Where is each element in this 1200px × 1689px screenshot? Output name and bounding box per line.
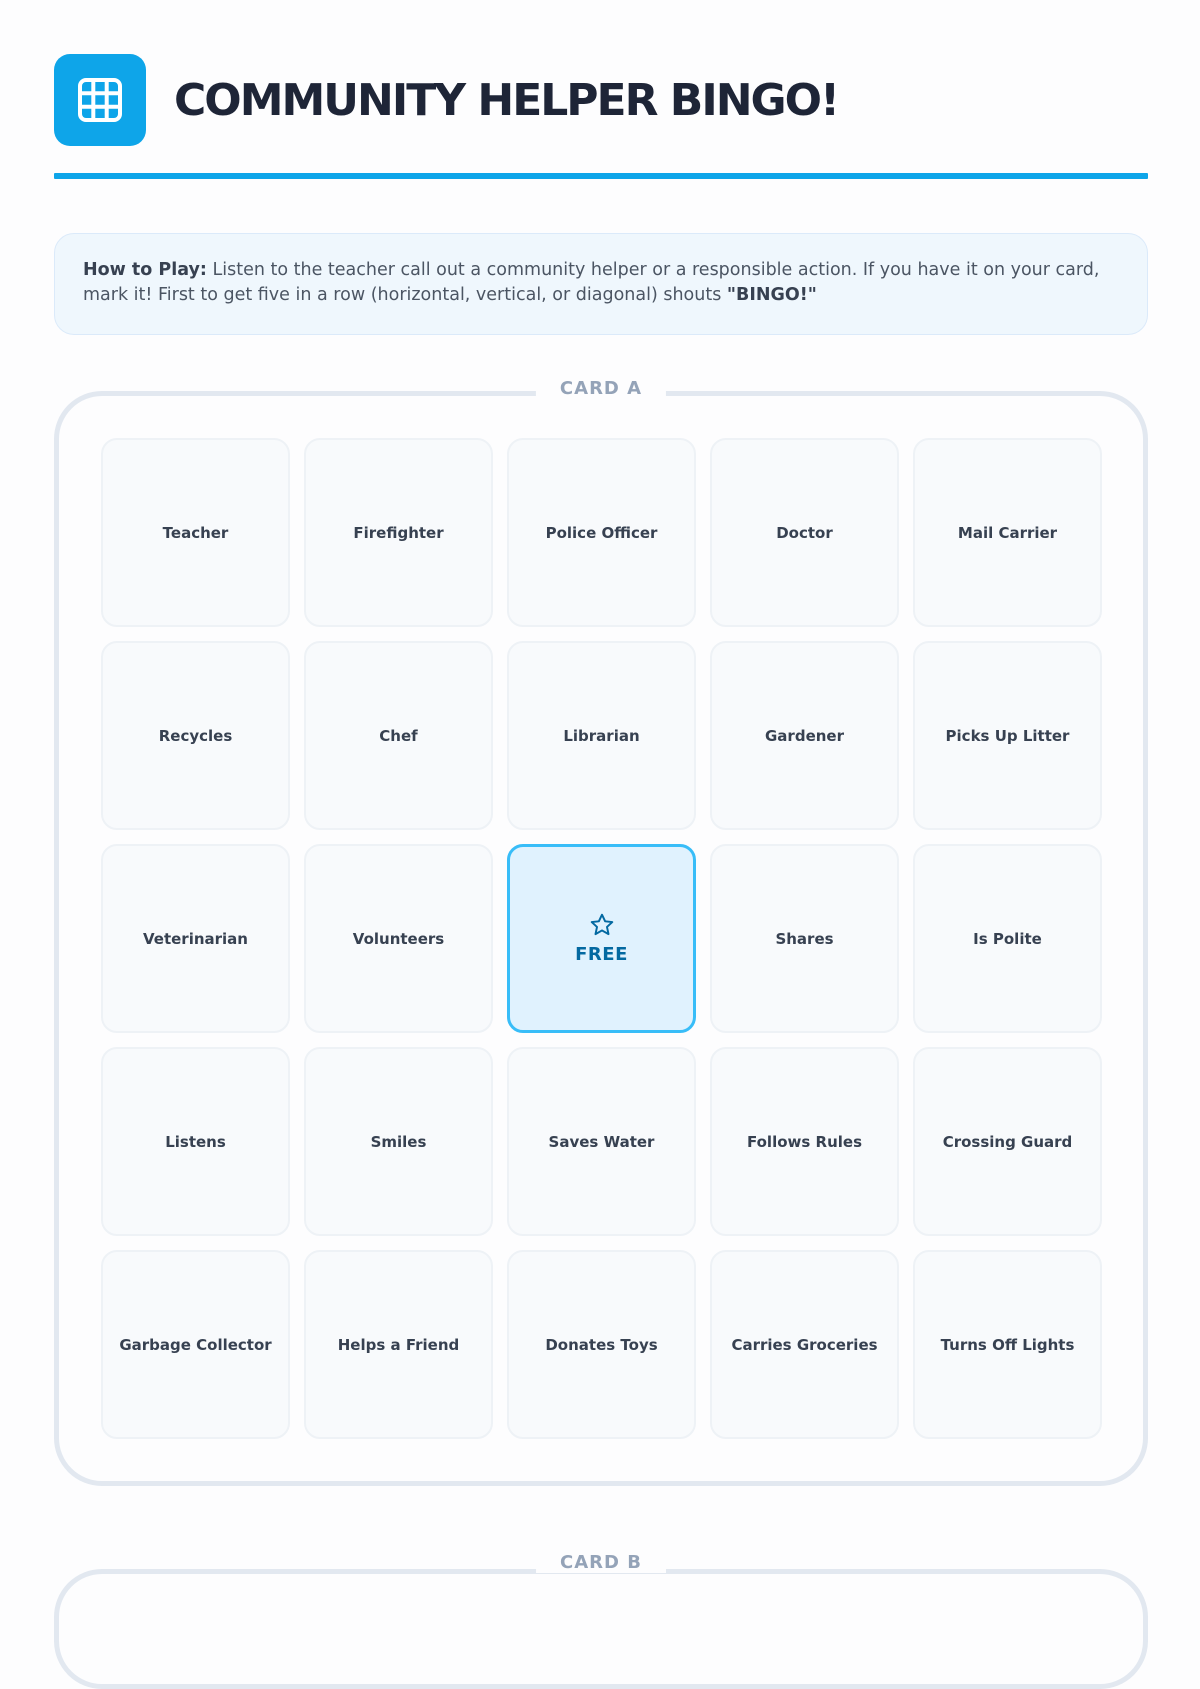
bingo-cell[interactable] (101, 1250, 290, 1439)
bingo-cell[interactable] (304, 1047, 493, 1236)
bingo-cell[interactable] (710, 1047, 899, 1236)
bingo-cell-label: Garbage Collector (119, 1335, 272, 1354)
bingo-cell[interactable] (913, 1250, 1102, 1439)
free-label: FREE (575, 944, 628, 965)
bingo-cell-label: Recycles (158, 726, 233, 745)
header (54, 54, 1148, 146)
bingo-cell[interactable] (101, 438, 290, 627)
bingo-cell[interactable] (710, 438, 899, 627)
bingo-cell-label: Gardener (765, 726, 844, 745)
bingo-cell-label: Mail Carrier (957, 523, 1058, 542)
card-label: CARD A (536, 378, 666, 399)
worksheet (54, 54, 1148, 1486)
bingo-cell-label: Chef (379, 726, 418, 745)
bingo-cell[interactable] (101, 844, 290, 1033)
bingo-cell[interactable] (304, 438, 493, 627)
bingo-cell[interactable] (101, 1047, 290, 1236)
logo (54, 54, 146, 146)
bingo-cell-label: Picks Up Litter (945, 726, 1070, 745)
bingo-cell-label: Carries Groceries (731, 1335, 878, 1354)
bingo-cell[interactable] (710, 641, 899, 830)
bingo-cell[interactable] (507, 1250, 696, 1439)
bingo-cell-label: Librarian (563, 726, 640, 745)
bingo-cell[interactable] (913, 438, 1102, 627)
bingo-cell-label: Turns Off Lights (940, 1335, 1075, 1354)
bingo-cell[interactable] (507, 1047, 696, 1236)
bingo-cell[interactable] (507, 438, 696, 627)
bingo-cell-label: Teacher (162, 523, 229, 542)
bingo-cell-label: Helps a Friend (337, 1335, 460, 1354)
bingo-cell-label: Follows Rules (746, 1132, 862, 1151)
bingo-cell[interactable] (710, 844, 899, 1033)
grid-icon (77, 77, 123, 123)
bingo-cell-label: Listens (165, 1132, 226, 1151)
bingo-card-b (54, 1552, 1148, 1689)
bingo-cell[interactable] (304, 641, 493, 830)
free-space-cell[interactable] (507, 844, 696, 1033)
bingo-cell[interactable] (913, 641, 1102, 830)
bingo-cell-label: Smiles (370, 1132, 427, 1151)
bingo-cell-label: Donates Toys (545, 1335, 658, 1354)
bingo-cell[interactable] (507, 641, 696, 830)
page-title: COMMUNITY HELPER BINGO! (174, 74, 839, 126)
card-label: CARD B (536, 1552, 666, 1573)
star-icon (589, 912, 615, 938)
bingo-cell-label: Doctor (776, 523, 833, 542)
bingo-cell-label: Saves Water (548, 1132, 655, 1151)
instructions-text: Listen to the teacher call out a community helper or a responsible action. If you have it on your card, mark it! First to get five in a row (horizontal, vertical, or diagonal) shouts (83, 260, 1100, 305)
bingo-cell[interactable] (101, 641, 290, 830)
bingo-cell-label: Shares (775, 929, 834, 948)
bingo-cell-label: Volunteers (352, 929, 445, 948)
bingo-cell-label: Firefighter (353, 523, 444, 542)
bingo-cell-label: Police Officer (545, 523, 658, 542)
bingo-cell-label: Is Polite (973, 929, 1042, 948)
bingo-grid (101, 438, 1101, 1439)
instructions-label: How to Play: (83, 260, 207, 280)
bingo-cell-label: Crossing Guard (942, 1132, 1073, 1151)
title-divider (54, 173, 1148, 179)
bingo-cell[interactable] (304, 844, 493, 1033)
bingo-cell[interactable] (304, 1250, 493, 1439)
bingo-cell[interactable] (913, 844, 1102, 1033)
bingo-cell[interactable] (913, 1047, 1102, 1236)
instructions-callout: "BINGO!" (726, 285, 817, 305)
bingo-cell-label: Veterinarian (143, 929, 248, 948)
instructions-box (54, 233, 1148, 335)
bingo-card-a (54, 378, 1148, 1486)
bingo-cell[interactable] (710, 1250, 899, 1439)
